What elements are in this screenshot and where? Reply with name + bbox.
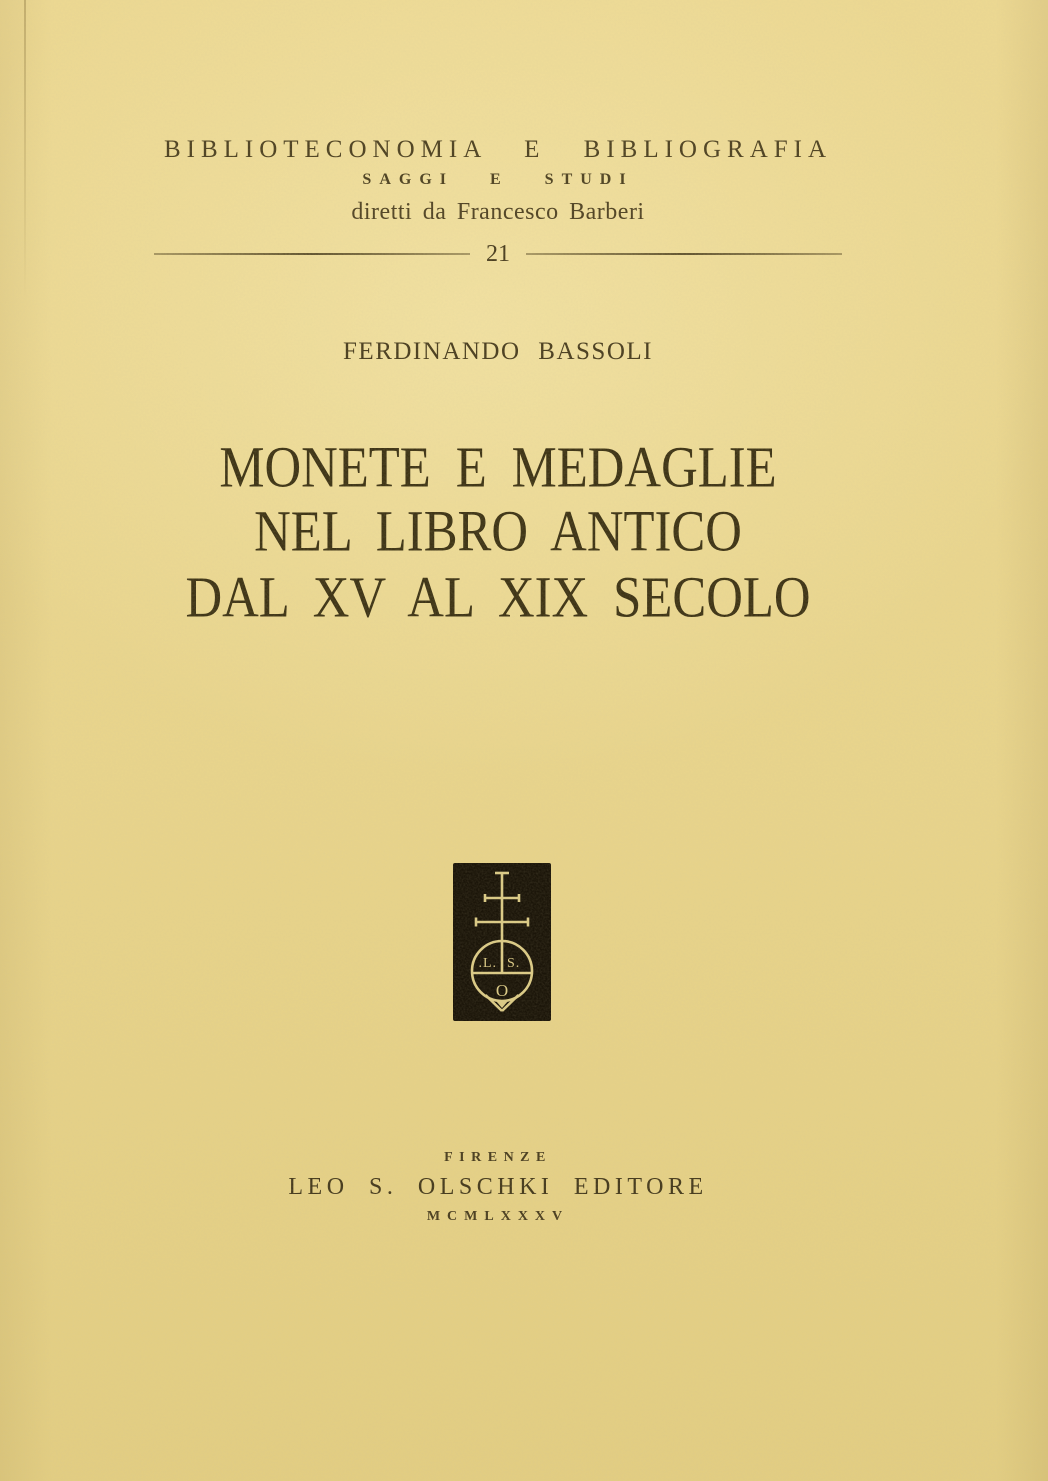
- right-rule: [526, 253, 842, 255]
- device-initials-right: S.: [507, 956, 521, 971]
- book-title-line-3: DAL XV AL XIX SECOLO: [185, 564, 811, 630]
- series-subtitle: SAGGI E STUDI: [362, 171, 634, 188]
- imprint-publisher: LEO S. OLSCHKI EDITORE: [288, 1174, 708, 1200]
- publisher-device: [453, 863, 551, 1026]
- device-initial-bottom: O: [495, 981, 509, 1000]
- series-editor-line: diretti da Francesco Barberi: [351, 199, 645, 225]
- imprint-year: MCMLXXXV: [426, 1209, 570, 1224]
- device-initials-left: .L.: [478, 956, 497, 971]
- book-title-line-2: NEL LIBRO ANTICO: [254, 498, 742, 564]
- author-name: FERDINANDO BASSOLI: [343, 338, 653, 365]
- left-rule: [154, 253, 470, 255]
- series-title: BIBLIOTECONOMIA E BIBLIOGRAFIA: [163, 136, 833, 163]
- book-title-line-1: MONETE E MEDAGLIE: [219, 434, 777, 500]
- series-volume-number: 21: [486, 241, 510, 267]
- imprint-city: FIRENZE: [444, 1150, 552, 1165]
- cover-crease-line: [24, 0, 26, 300]
- olschki-printers-mark-icon: [453, 863, 551, 1021]
- series-number-band: [0, 242, 1022, 266]
